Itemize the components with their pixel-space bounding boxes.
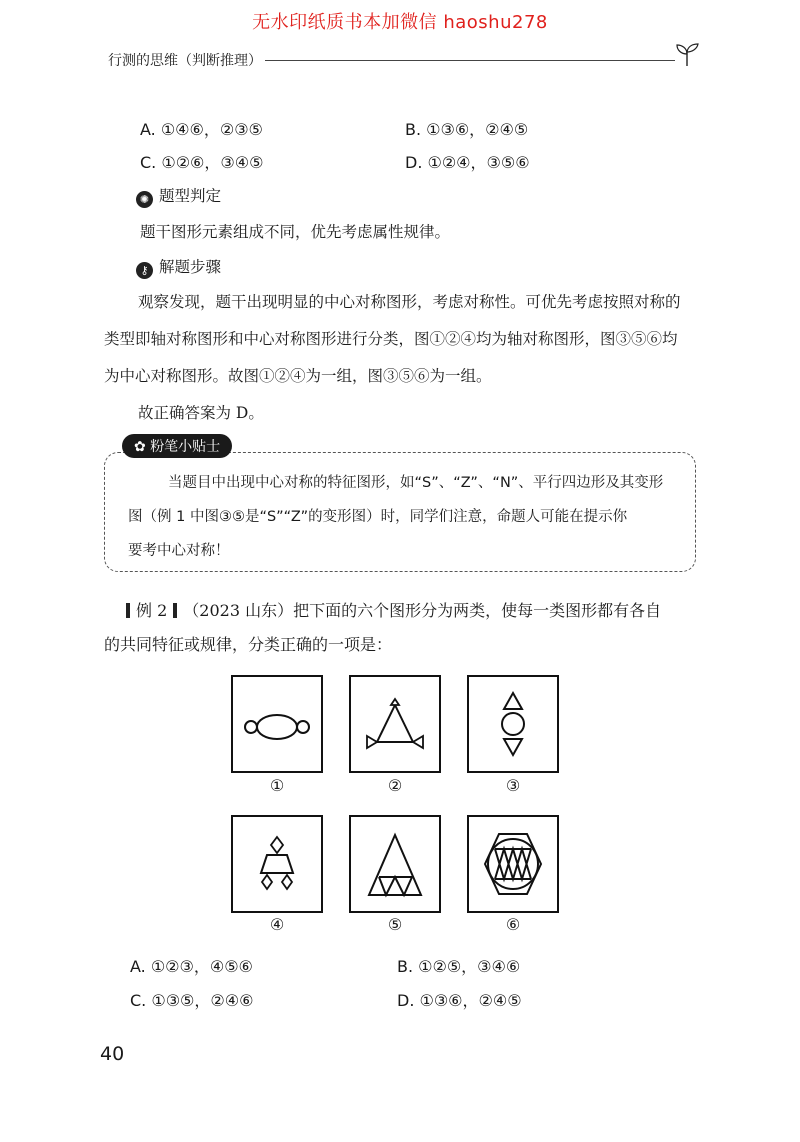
steps-answer: 故正确答案为 D。 bbox=[138, 404, 264, 422]
tip-text bbox=[128, 466, 678, 568]
option-b: B. ①②⑤，③④⑥ bbox=[397, 957, 521, 976]
page-number: 40 bbox=[100, 1043, 125, 1065]
tip-label-text: 粉笔小贴士 bbox=[150, 439, 221, 455]
tip-line-1: 当题目中出现中心对称的特征图形，如“S”、“Z”、“N”、平行四边形及其变形 bbox=[168, 475, 664, 491]
steps-line-1: 观察发现，题干出现明显的中心对称图形，考虑对称性。可优先考虑按照对称的 bbox=[138, 293, 681, 311]
option-c: C. ①③⑤，②④⑥ bbox=[130, 991, 254, 1010]
prev-option-c: C. ①②⑥，③④⑤ bbox=[140, 153, 264, 172]
example2-question bbox=[104, 594, 704, 662]
header-rule bbox=[265, 60, 675, 61]
figure-2 bbox=[349, 675, 441, 773]
figure-1-label: ① bbox=[269, 776, 285, 795]
figure-6-label: ⑥ bbox=[505, 915, 521, 934]
figure-1 bbox=[231, 675, 323, 773]
steps-line-2: 类型即轴对称图形和中心对称图形进行分类，图①②④均为轴对称图形，图③⑤⑥均 bbox=[104, 330, 678, 348]
sprout-icon bbox=[672, 42, 702, 68]
bar-left-mark bbox=[126, 603, 130, 618]
section-type-heading bbox=[136, 184, 221, 208]
section-steps-title: 解题步骤 bbox=[159, 258, 222, 276]
section-steps-heading bbox=[136, 255, 221, 279]
figure-5-label: ⑤ bbox=[387, 915, 403, 934]
steps-paragraph bbox=[104, 284, 694, 432]
figure-6 bbox=[467, 815, 559, 913]
figure-3-label: ③ bbox=[505, 776, 521, 795]
book-title: 行测的思维（判断推理） bbox=[108, 53, 262, 69]
figure-4-label: ④ bbox=[269, 915, 285, 934]
tip-line-2: 图（例 1 中图③⑤是“S”“Z”的变形图）时，同学们注意，命题人可能在提示你 bbox=[128, 509, 628, 525]
figure-2-label: ② bbox=[387, 776, 403, 795]
prev-option-d: D. ①②④，③⑤⑥ bbox=[405, 153, 530, 172]
figure-4 bbox=[231, 815, 323, 913]
sun-icon: ✺ bbox=[136, 191, 153, 208]
example2-line-1: （2023 山东）把下面的六个图形分为两类，使每一类图形都有各自 bbox=[183, 601, 662, 620]
example2-label: 例 2 bbox=[136, 601, 168, 620]
section-type-title: 题型判定 bbox=[159, 187, 222, 205]
key-icon: ⚷ bbox=[136, 262, 153, 279]
prev-option-a: A. ①④⑥，②③⑤ bbox=[140, 120, 263, 139]
watermark-text: 无水印纸质书本加微信 haoshu278 bbox=[252, 12, 548, 33]
prev-option-b: B. ①③⑥，②④⑤ bbox=[405, 120, 529, 139]
option-d: D. ①③⑥，②④⑤ bbox=[397, 991, 522, 1010]
tip-line-3: 要考中心对称！ bbox=[128, 543, 230, 559]
option-a: A. ①②③，④⑤⑥ bbox=[130, 957, 253, 976]
section-type-text: 题干图形元素组成不同，优先考虑属性规律。 bbox=[140, 223, 451, 241]
tip-label bbox=[122, 434, 232, 458]
steps-line-3: 为中心对称图形。故图①②④为一组，图③⑤⑥为一组。 bbox=[104, 367, 492, 385]
sprout-small-icon: ✿ bbox=[134, 439, 151, 455]
figure-3 bbox=[467, 675, 559, 773]
figure-5 bbox=[349, 815, 441, 913]
bar-right-mark bbox=[173, 603, 177, 618]
example2-line-2: 的共同特征或规律，分类正确的一项是： bbox=[104, 635, 393, 654]
